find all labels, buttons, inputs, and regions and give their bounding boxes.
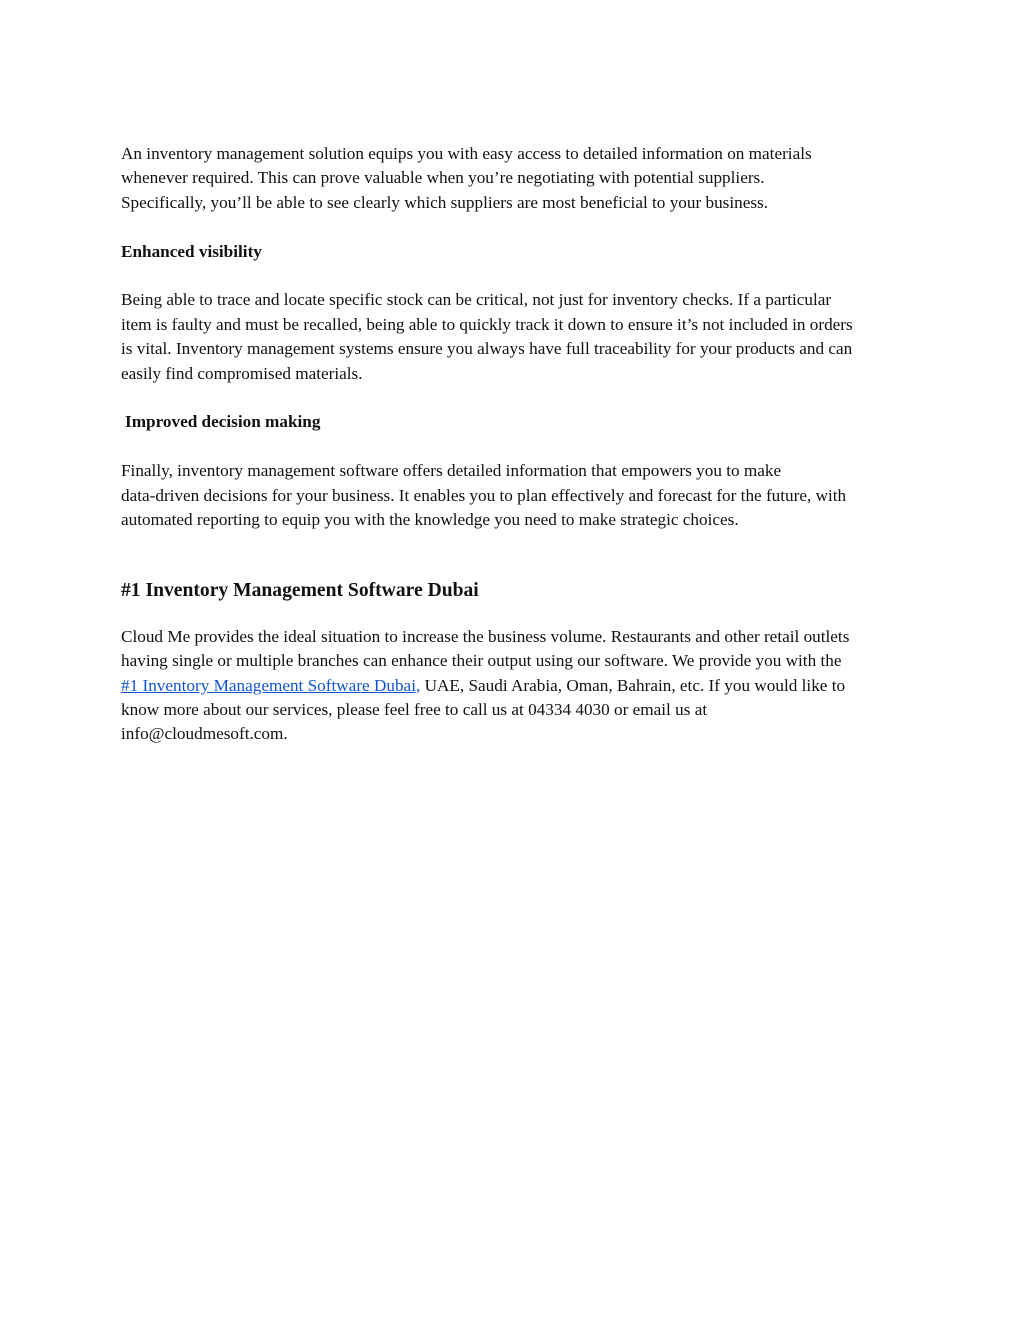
heading-improved-decision-making: Improved decision making	[125, 412, 321, 432]
decision-line: data-driven decisions for your business. It enables you to plan effectively and forecast for the future, with	[121, 485, 847, 505]
intro-line: Specifically, you’ll be able to see clearly which suppliers are most beneficial to your business.	[121, 192, 769, 212]
document-content	[121, 142, 921, 771]
intro-paragraph	[121, 142, 921, 215]
decision-line: Finally, inventory management software offers detailed information that empowers you to make	[121, 461, 782, 481]
visibility-line: easily find compromised materials.	[121, 363, 363, 383]
intro-line: An inventory management solution equips you with easy access to detailed information on materials	[121, 144, 812, 163]
heading-enhanced-visibility: Enhanced visibility	[121, 241, 262, 261]
inventory-software-dubai-link[interactable]: #1 Inventory Management Software Dubai,	[121, 675, 421, 695]
main-line: info@cloudmesoft.com.	[121, 724, 288, 744]
heading-inventory-software-dubai: #1 Inventory Management Software Dubai	[121, 579, 479, 601]
main-line-with-link	[121, 674, 921, 698]
main-line: know more about our services, please feel free to call us at 04334 4030 or email us at	[121, 700, 708, 720]
main-line: having single or multiple branches can enhance their output using our software. We provide you with the	[121, 651, 842, 671]
intro-line: whenever required. This can prove valuable when you’re negotiating with potential suppliers.	[121, 168, 765, 188]
main-line-rest: UAE, Saudi Arabia, Oman, Bahrain, etc. If you would like to	[420, 675, 846, 695]
decision-paragraph	[121, 459, 921, 532]
visibility-line: is vital. Inventory management systems ensure you always have full traceability for your products and can	[121, 339, 853, 359]
main-paragraph	[121, 625, 921, 747]
visibility-line: item is faulty and must be recalled, being able to quickly track it down to ensure it’s not included in orders	[121, 314, 853, 334]
main-line: Cloud Me provides the ideal situation to increase the business volume. Restaurants and other retail outlets	[121, 626, 850, 646]
section-spacer	[121, 557, 921, 577]
visibility-line: Being able to trace and locate specific stock can be critical, not just for inventory checks. If a particular	[121, 290, 832, 310]
decision-line: automated reporting to equip you with the knowledge you need to make strategic choices.	[121, 510, 739, 530]
visibility-paragraph	[121, 288, 921, 386]
